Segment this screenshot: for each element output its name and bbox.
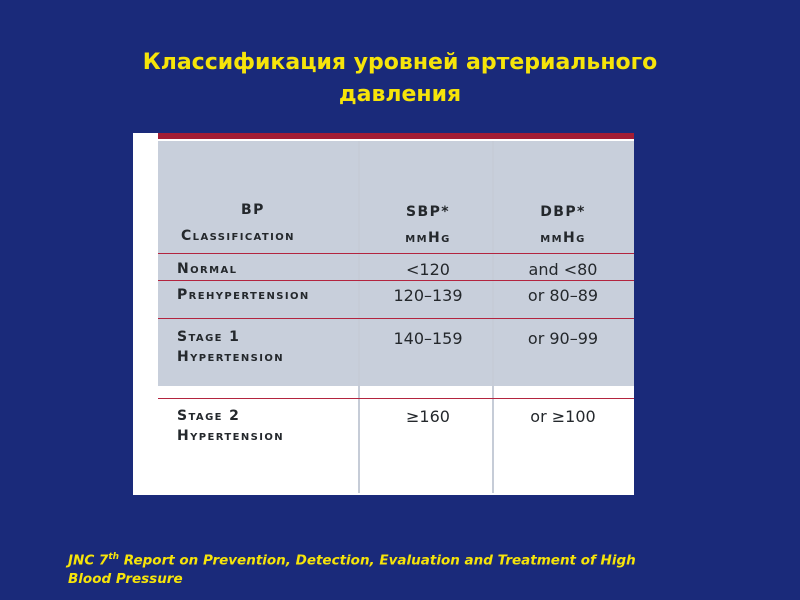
header-classification [181,193,351,253]
row-divider [158,280,634,281]
slide-title-line-2: давления [338,82,462,107]
row-normal-classification [177,259,237,279]
jnc-prefix: JNC 7 [68,552,109,569]
classification-label: Hypertension [177,349,284,365]
source-citation-line-1 [68,548,768,570]
header-sbp-line-1: SBP* [406,204,450,220]
row-stage1-sbp: 140–159 [393,329,463,348]
classification-label: Normal [177,261,238,277]
row-stage1-classification [177,327,284,367]
header-sbp-line-2: mmHg [405,230,451,246]
header-dbp-line-2: mmHg [540,230,586,246]
row-prehypertension-classification [177,285,310,305]
row-stage2-dbp: or ≥100 [530,407,596,426]
column-divider [492,141,494,493]
table-top-rule [158,133,634,139]
row-stage2-classification [177,406,284,446]
source-citation-line-2: Blood Pressure [68,570,183,587]
source-citation [68,548,768,588]
classification-label: Prehypertension [177,287,310,303]
row-prehypertension-sbp: 120–139 [393,286,463,305]
header-dbp-line-1: DBP* [540,204,586,220]
classification-label: Hypertension [177,428,284,444]
slide-title [40,47,760,111]
row-divider [158,318,634,319]
jnc-ordinal-suffix: th [108,552,120,562]
bp-classification-table [133,133,634,495]
classification-label: Stage 1 [177,329,241,345]
row-normal-sbp: <120 [406,260,450,279]
header-sbp [373,195,483,255]
classification-label: Stage 2 [177,408,241,424]
row-normal-dbp: and <80 [528,260,598,279]
row-stage1-dbp: or 90–99 [527,329,599,348]
row-divider [158,398,634,399]
header-dbp [503,195,623,255]
column-divider [358,141,360,493]
row-stage2-sbp: ≥160 [406,407,450,426]
citation-text: Report on Prevention, Detection, Evaluation and Treatment of High [119,552,636,569]
header-classification-line-2: Classification [181,228,295,244]
slide-title-line-1: Классификация уровней артериального [142,50,658,75]
row-prehypertension-dbp: or 80–89 [527,286,599,305]
header-classification-line-1: BP [241,202,265,218]
